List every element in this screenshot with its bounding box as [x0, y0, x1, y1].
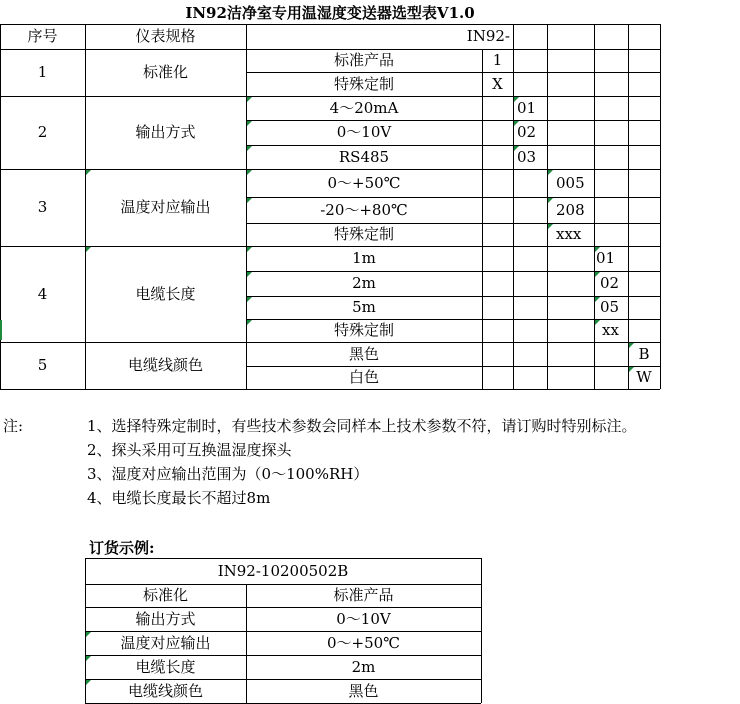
option-code: 02 [517, 123, 537, 141]
note-item: 2、探头采用可互换温湿度探头 [87, 440, 292, 459]
example-key: 电缆长度 [135, 657, 196, 676]
example-value: 0～+50℃ [327, 633, 400, 652]
example-model: IN92-10200502B [217, 561, 349, 580]
option-label: 特殊定制 [333, 74, 394, 93]
option-label: RS485 [338, 147, 390, 166]
example-value: 黑色 [348, 681, 379, 700]
option-code: W [636, 368, 652, 386]
row-1-name: 标准化 [142, 63, 188, 81]
option-label: 0～+50℃ [327, 173, 401, 192]
option-code: 005 [556, 173, 585, 192]
row-5-no: 5 [37, 356, 48, 374]
note-item: 4、电缆长度最长不超过8m [87, 488, 271, 507]
header-model-prefix: IN92- [466, 27, 510, 45]
sheet-title: IN92洁净室专用温湿度变送器选型表V1.0 [185, 3, 475, 22]
option-label: 特殊定制 [333, 225, 394, 243]
option-code: 1 [492, 51, 503, 69]
example-key: 电缆线颜色 [127, 681, 203, 700]
option-code: 03 [517, 147, 537, 166]
option-label: 标准产品 [333, 51, 394, 69]
row-3-name: 温度对应输出 [120, 198, 211, 216]
option-label: 5m [352, 298, 376, 316]
option-code: 01 [517, 98, 537, 117]
option-label: -20～+80℃ [320, 200, 408, 219]
example-value: 2m [351, 657, 376, 676]
note-item: 3、湿度对应输出范围为（0～100%RH） [87, 464, 369, 483]
example-key: 标准化 [142, 586, 188, 604]
row-4-name: 电缆长度 [135, 284, 196, 303]
option-code: B [638, 344, 650, 363]
option-label: 黑色 [348, 344, 379, 363]
option-label: 0～10V [336, 123, 392, 141]
header-spec: 仪表规格 [135, 27, 196, 45]
note-item: 1、选择特殊定制时，有些技术参数会同样本上技术参数不符，请订购时特别标注。 [87, 416, 637, 435]
row-3-no: 3 [37, 198, 48, 216]
option-label: 2m [352, 274, 376, 292]
row-5-name: 电缆线颜色 [127, 356, 203, 374]
option-label: 1m [352, 249, 376, 267]
example-key: 输出方式 [135, 609, 196, 628]
example-value: 标准产品 [333, 586, 394, 604]
row-2-no: 2 [37, 123, 48, 141]
option-code: 02 [600, 274, 620, 292]
option-code: X [492, 74, 503, 93]
example-title: 订货示例: [89, 538, 155, 557]
option-code: xxx [556, 225, 582, 243]
option-label: 特殊定制 [333, 321, 394, 339]
example-value: 0～10V [336, 609, 391, 628]
option-label: 4～20mA [329, 98, 399, 117]
option-code: 208 [556, 200, 585, 219]
option-code: 05 [600, 298, 620, 316]
row-2-name: 输出方式 [135, 123, 196, 141]
header-seq: 序号 [27, 27, 58, 45]
option-code: 01 [596, 249, 616, 267]
example-key: 温度对应输出 [120, 633, 211, 652]
option-label: 白色 [348, 368, 379, 386]
row-4-no: 4 [37, 284, 48, 303]
notes-label: 注: [3, 416, 24, 435]
row-1-no: 1 [37, 63, 48, 81]
option-code: xx [602, 321, 619, 339]
